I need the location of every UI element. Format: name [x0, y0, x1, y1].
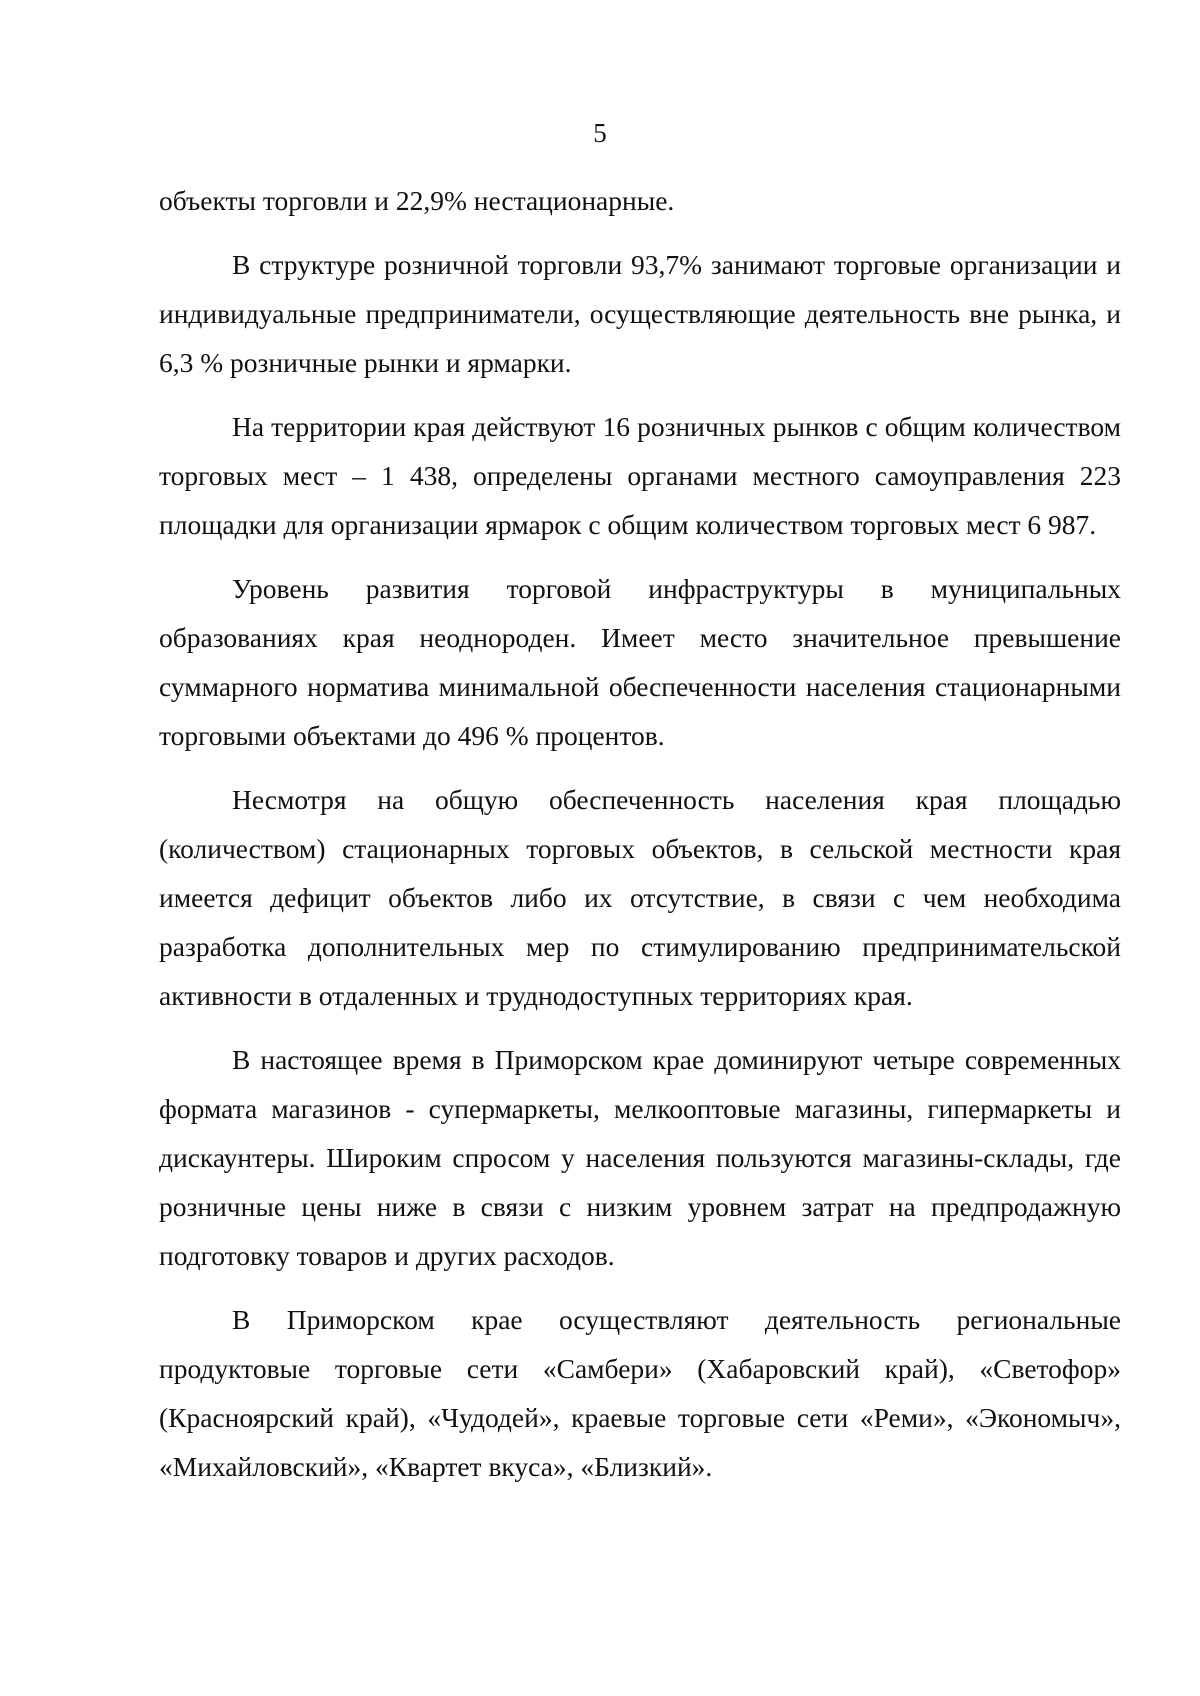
paragraph-markets-fairs: На территории края действуют 16 розничных рынков с общим количеством торговых мест – 1 438, определены органами местного самоуправления 223 площадки для организации ярмарок с общим количеством торговых мест 6 987. — [159, 411, 1121, 540]
document-body — [159, 176, 1121, 1491]
paragraph-retail-structure: В структуре розничной торговли 93,7% занимают торговые организации и индивидуальные предприниматели, осуществляющие деятельность вне рынка, и 6,3 % розничные рынки и ярмарки. — [159, 249, 1121, 378]
paragraph-rural-deficit: Несмотря на общую обеспеченность населения края площадью (количеством) стационарных торговых объектов, в сельской местности края имеется дефицит объектов либо их отсутствие, в связи с чем необходима разработка дополнительных мер по стимулированию предпринимательской активности в отдаленных и труднодоступных территориях края. — [159, 784, 1121, 1011]
paragraph-retail-chains: В Приморском крае осуществляют деятельность региональные продуктовые торговые сети «Самбери» (Хабаровский край), «Светофор» (Красноярский край), «Чудодей», краевые торговые сети «Реми», «Экономыч», «Михайловский», «Квартет вкуса», «Близкий». — [159, 1304, 1121, 1482]
paragraph-continuation: объекты торговли и 22,9% нестационарные. — [159, 185, 675, 216]
paragraph-store-formats: В настоящее время в Приморском крае доминируют четыре современных формата магазинов - супермаркеты, мелкооптовые магазины, гипермаркеты и дискаунтеры. Широким спросом у населения пользуются магазины-склады, где розничные цены ниже в связи с низким уровнем затрат на предпродажную подготовку товаров и других расходов. — [159, 1044, 1121, 1271]
paragraph-infrastructure-level: Уровень развития торговой инфраструктуры в муниципальных образованиях края неоднороден. Имеет место значительное превышение суммарного норматива минимальной обеспеченности населения стационарными торговыми объектами до 496 % процентов. — [159, 573, 1121, 751]
page-number: 5 — [593, 118, 607, 148]
